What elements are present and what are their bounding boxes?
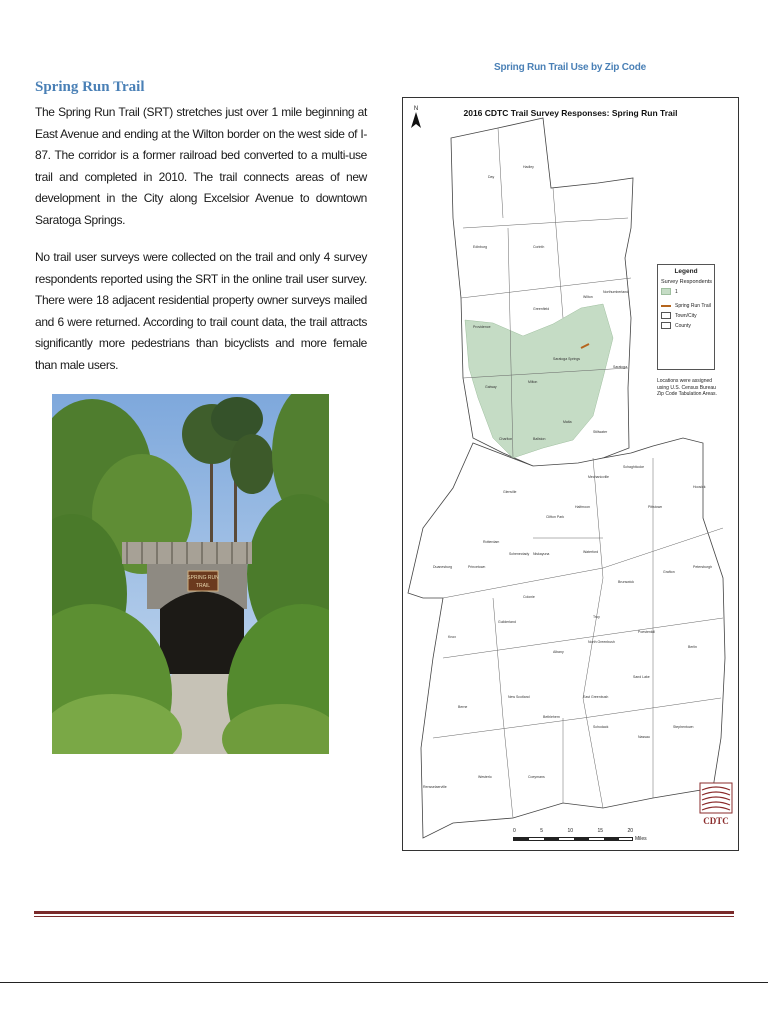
legend-item-county: County bbox=[661, 322, 714, 329]
svg-text:Hadley: Hadley bbox=[523, 165, 534, 169]
svg-text:Edinburg: Edinburg bbox=[473, 245, 488, 249]
svg-text:Nassau: Nassau bbox=[638, 735, 650, 739]
svg-text:Pittstown: Pittstown bbox=[648, 505, 663, 509]
svg-text:Duanesburg: Duanesburg bbox=[433, 565, 453, 569]
svg-text:Petersburgh: Petersburgh bbox=[693, 565, 713, 569]
scale-label: 0 bbox=[513, 828, 516, 834]
svg-text:Stillwater: Stillwater bbox=[593, 430, 608, 434]
svg-text:Rensselaerville: Rensselaerville bbox=[423, 785, 447, 789]
svg-text:North Greenbush: North Greenbush bbox=[588, 640, 615, 644]
page-bottom-line bbox=[0, 982, 768, 983]
map-note: Locations were assigned using U.S. Census Bureau Zip Code Tabulation Areas. bbox=[657, 378, 717, 397]
svg-text:Hoosick: Hoosick bbox=[693, 485, 706, 489]
north-label: N bbox=[413, 106, 419, 112]
scale-label: 15 bbox=[597, 828, 603, 834]
svg-text:Day: Day bbox=[488, 175, 495, 179]
svg-text:Princetown: Princetown bbox=[468, 565, 486, 569]
section-title: Spring Run Trail bbox=[35, 79, 145, 95]
svg-text:Saratoga Springs: Saratoga Springs bbox=[553, 357, 581, 361]
svg-text:Halfmoon: Halfmoon bbox=[575, 505, 590, 509]
svg-text:Sand Lake: Sand Lake bbox=[633, 675, 650, 679]
svg-text:Milton: Milton bbox=[528, 380, 538, 384]
svg-text:Westerlo: Westerlo bbox=[478, 775, 492, 779]
svg-text:Schodack: Schodack bbox=[593, 725, 609, 729]
svg-text:Albany: Albany bbox=[553, 650, 564, 654]
svg-text:Waterford: Waterford bbox=[583, 550, 599, 554]
svg-text:Poestenkill: Poestenkill bbox=[638, 630, 655, 634]
svg-text:New Scotland: New Scotland bbox=[508, 695, 530, 699]
svg-text:Rotterdam: Rotterdam bbox=[483, 540, 500, 544]
svg-text:Providence: Providence bbox=[473, 325, 491, 329]
map-legend bbox=[657, 264, 715, 370]
scale-label: 20 bbox=[627, 828, 633, 834]
svg-text:Niskayuna: Niskayuna bbox=[533, 552, 550, 556]
survey-map bbox=[402, 97, 739, 851]
logo-text: CDTC bbox=[703, 816, 729, 826]
svg-text:Mechanicville: Mechanicville bbox=[588, 475, 610, 479]
footer-rule-thin bbox=[34, 916, 734, 917]
svg-text:Berne: Berne bbox=[458, 705, 468, 709]
svg-text:Stephentown: Stephentown bbox=[673, 725, 694, 729]
trail-photo bbox=[52, 394, 329, 754]
footer-rule bbox=[34, 911, 734, 914]
svg-text:Saratoga: Saratoga bbox=[613, 365, 628, 369]
svg-text:Wilton: Wilton bbox=[583, 295, 593, 299]
scale-label: 10 bbox=[567, 828, 573, 834]
trail-sign-line2: TRAIL bbox=[195, 583, 211, 589]
svg-text:Schaghticoke: Schaghticoke bbox=[623, 465, 645, 469]
svg-text:Grafton: Grafton bbox=[663, 570, 675, 574]
scale-label: 5 bbox=[540, 828, 543, 834]
legend-item-trail: Spring Run Trail bbox=[661, 303, 714, 309]
svg-text:Brunswick: Brunswick bbox=[618, 580, 634, 584]
svg-text:Glenville: Glenville bbox=[503, 490, 517, 494]
svg-text:Troy: Troy bbox=[593, 615, 600, 619]
scale-unit: Miles bbox=[635, 836, 647, 842]
svg-text:Malta: Malta bbox=[563, 420, 572, 424]
legend-title: Legend bbox=[674, 268, 698, 275]
svg-text:East Greenbush: East Greenbush bbox=[583, 695, 609, 699]
svg-text:Corinth: Corinth bbox=[533, 245, 545, 249]
svg-text:Galway: Galway bbox=[485, 385, 497, 389]
map-title: 2016 CDTC Trail Survey Responses: Spring Run Trail bbox=[463, 108, 678, 118]
svg-text:Northumberland: Northumberland bbox=[603, 290, 629, 294]
svg-text:Berlin: Berlin bbox=[688, 645, 697, 649]
paragraph-description: The Spring Run Trail (SRT) stretches just over 1 mile beginning at East Avenue and ending at the Wilton border on the west side of I-87. The corridor is a former railroad bed converted to a multi-use trail and completed in 2010. The trail connects areas of new development in the City along Excelsior Avenue to downtown Saratoga Springs. bbox=[35, 105, 367, 227]
paragraph-survey: No trail user surveys were collected on the trail and only 4 survey respondents reported using the SRT in the online trail user survey. There were 18 adjacent residential property owner surveys mailed and 6 were returned. According to trail count data, the trail attracts significantly more pedestrians than bicyclists and more female than male users. bbox=[35, 250, 367, 372]
scale-bar bbox=[513, 828, 663, 846]
svg-text:Clifton Park: Clifton Park bbox=[546, 515, 565, 519]
svg-text:Guilderland: Guilderland bbox=[498, 620, 516, 624]
svg-text:Colonie: Colonie bbox=[523, 595, 535, 599]
svg-text:Charlton: Charlton bbox=[499, 437, 513, 441]
svg-text:Coeymans: Coeymans bbox=[528, 775, 545, 779]
legend-item-respondents: 1 bbox=[661, 288, 714, 295]
svg-text:Ballston: Ballston bbox=[533, 437, 546, 441]
svg-text:Greenfield: Greenfield bbox=[533, 307, 550, 311]
svg-text:Schenectady: Schenectady bbox=[509, 552, 530, 556]
svg-text:Bethlehem: Bethlehem bbox=[543, 715, 560, 719]
legend-item-town: Town/City bbox=[661, 312, 714, 319]
trail-sign-line1: SPRING RUN bbox=[187, 575, 219, 581]
legend-subtitle: Survey Respondents bbox=[661, 279, 713, 285]
cdtc-logo bbox=[699, 782, 733, 844]
svg-text:Knox: Knox bbox=[448, 635, 456, 639]
map-caption: Spring Run Trail Use by Zip Code bbox=[494, 62, 646, 73]
